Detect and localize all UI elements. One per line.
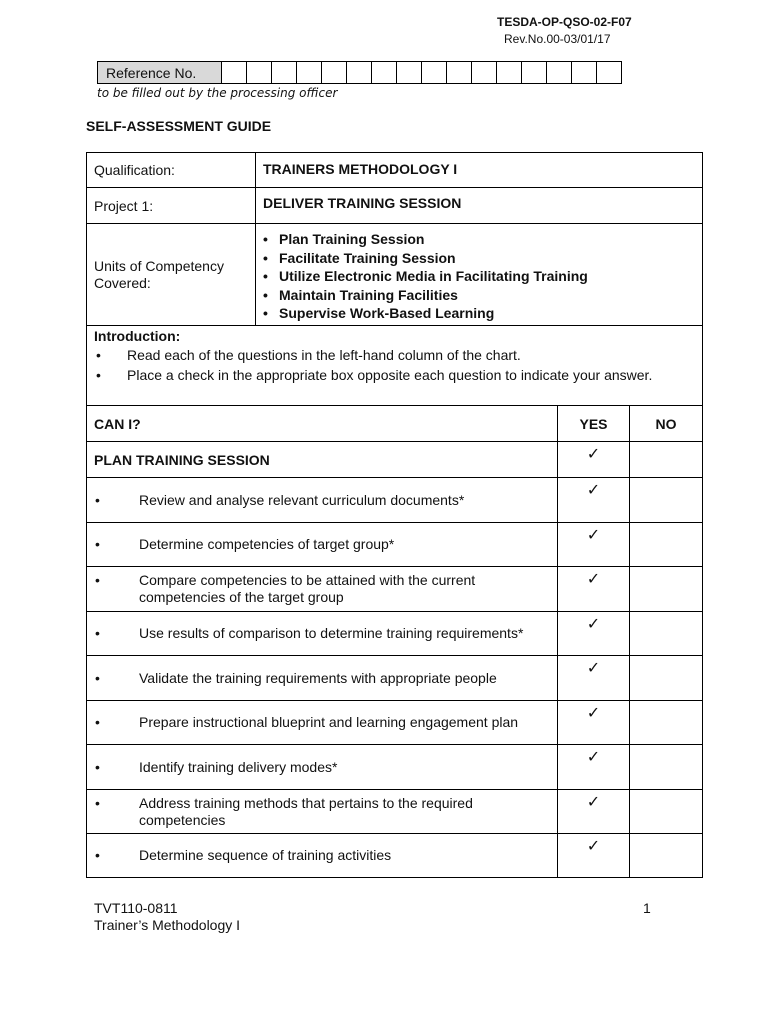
question-cell <box>87 656 558 701</box>
reference-digit-box[interactable] <box>447 62 472 84</box>
self-assessment-table <box>86 152 703 878</box>
no-checkbox[interactable] <box>630 745 703 790</box>
unit-item: • Maintain Training Facilities <box>263 286 695 305</box>
question-row <box>87 790 703 834</box>
unit-item: • Supervise Work-Based Learning <box>263 304 695 323</box>
footer-title: Trainer’s Methodology I <box>94 917 241 933</box>
question-cell <box>87 612 558 656</box>
bullet: • <box>95 536 100 552</box>
question-cell <box>87 523 558 567</box>
reference-digit-box[interactable] <box>497 62 522 84</box>
introduction-item: • Read each of the questions in the left-hand column of the chart. <box>94 345 695 365</box>
reference-digit-box[interactable] <box>547 62 572 84</box>
question-row <box>87 567 703 612</box>
bullet: • <box>95 847 100 863</box>
page-title: SELF-ASSESSMENT GUIDE <box>86 118 272 134</box>
units-list <box>263 230 695 323</box>
no-checkbox[interactable] <box>630 834 703 878</box>
no-checkbox[interactable] <box>630 790 703 834</box>
reference-digit-box[interactable] <box>472 62 497 84</box>
question-cell <box>87 478 558 523</box>
introduction-cell <box>87 326 703 406</box>
form-code: TESDA-OP-QSO-02-F07 <box>497 15 632 29</box>
yes-checkbox[interactable]: ✓ <box>558 834 630 878</box>
project-row <box>87 188 703 224</box>
yes-checkbox[interactable]: ✓ <box>558 567 630 612</box>
question-cell <box>87 567 558 612</box>
question-column-header: CAN I? <box>87 406 558 442</box>
bullet: • <box>95 669 100 686</box>
no-checkbox[interactable] <box>630 442 703 478</box>
qualification-value: TRAINERS METHODOLOGY I <box>256 153 703 188</box>
question-row <box>87 612 703 656</box>
introduction-heading: Introduction: <box>94 328 181 344</box>
yes-checkbox[interactable]: ✓ <box>558 523 630 567</box>
section-row <box>87 442 703 478</box>
unit-item: • Utilize Electronic Media in Facilitating Training <box>263 267 695 286</box>
yes-checkbox[interactable]: ✓ <box>558 656 630 701</box>
reference-note: to be filled out by the processing officer <box>97 86 338 100</box>
bullet: • <box>95 794 100 811</box>
bullet: • <box>95 714 100 730</box>
reference-digit-box[interactable] <box>297 62 322 84</box>
qualification-label: Qualification: <box>87 153 256 188</box>
no-checkbox[interactable] <box>630 567 703 612</box>
no-checkbox[interactable] <box>630 478 703 523</box>
yes-checkbox[interactable]: ✓ <box>558 478 630 523</box>
question-text: Validate the training requirements with appropriate people <box>139 669 497 686</box>
no-checkbox[interactable] <box>630 701 703 745</box>
question-cell <box>87 834 558 878</box>
no-checkbox[interactable] <box>630 612 703 656</box>
reference-digit-box[interactable] <box>372 62 397 84</box>
table-header-row <box>87 406 703 442</box>
introduction-item: • Place a check in the appropriate box opposite each question to indicate your answer. <box>94 365 695 385</box>
question-text: Address training methods that pertains to the required competencies <box>139 794 473 828</box>
units-label: Units of Competency Covered: <box>87 224 256 326</box>
question-text: Review and analyse relevant curriculum documents* <box>139 491 465 508</box>
question-cell <box>87 790 558 834</box>
section-title: PLAN TRAINING SESSION <box>87 442 558 478</box>
bullet: • <box>95 491 100 508</box>
question-row <box>87 834 703 878</box>
question-row <box>87 478 703 523</box>
reference-number-table <box>97 61 622 84</box>
no-checkbox[interactable] <box>630 656 703 701</box>
question-row <box>87 656 703 701</box>
question-row <box>87 701 703 745</box>
question-text: Use results of comparison to determine training requirements* <box>139 625 524 641</box>
reference-number-label: Reference No. <box>98 62 222 84</box>
yes-column-header: YES <box>558 406 630 442</box>
introduction-list <box>94 345 695 385</box>
question-text: Compare competencies to be attained with the current competencies of the target group <box>139 572 476 605</box>
reference-digit-box[interactable] <box>597 62 622 84</box>
yes-checkbox[interactable]: ✓ <box>558 701 630 745</box>
question-text: Determine sequence of training activities <box>139 847 392 863</box>
yes-checkbox[interactable]: ✓ <box>558 790 630 834</box>
introduction-row <box>87 326 703 406</box>
project-label: Project 1: <box>87 188 256 224</box>
question-cell <box>87 745 558 790</box>
revision-number: Rev.No.00-03/01/17 <box>504 32 611 46</box>
question-cell <box>87 701 558 745</box>
reference-digit-box[interactable] <box>347 62 372 84</box>
yes-checkbox[interactable]: ✓ <box>558 745 630 790</box>
question-row <box>87 523 703 567</box>
unit-item: • Plan Training Session <box>263 230 695 249</box>
no-checkbox[interactable] <box>630 523 703 567</box>
no-column-header: NO <box>630 406 703 442</box>
yes-checkbox[interactable]: ✓ <box>558 612 630 656</box>
units-cell <box>256 224 703 326</box>
reference-digit-box[interactable] <box>247 62 272 84</box>
reference-digit-box[interactable] <box>322 62 347 84</box>
project-value: DELIVER TRAINING SESSION <box>256 188 703 224</box>
reference-digit-box[interactable] <box>272 62 297 84</box>
reference-digit-box[interactable] <box>422 62 447 84</box>
reference-digit-box[interactable] <box>522 62 547 84</box>
question-text: Identify training delivery modes* <box>139 758 338 775</box>
bullet: • <box>95 625 100 641</box>
reference-digit-box[interactable] <box>397 62 422 84</box>
reference-digit-box[interactable] <box>222 62 247 84</box>
bullet: • <box>95 572 100 588</box>
bullet: • <box>95 758 100 775</box>
question-text: Determine competencies of target group* <box>139 536 395 552</box>
footer-code: TVT110-0811 <box>94 900 178 916</box>
qualification-row <box>87 153 703 188</box>
reference-digit-box[interactable] <box>572 62 597 84</box>
units-row <box>87 224 703 326</box>
unit-item: • Facilitate Training Session <box>263 249 695 268</box>
question-row <box>87 745 703 790</box>
yes-checkbox[interactable]: ✓ <box>558 442 630 478</box>
page-number: 1 <box>643 900 651 916</box>
question-text: Prepare instructional blueprint and learning engagement plan <box>139 714 519 730</box>
